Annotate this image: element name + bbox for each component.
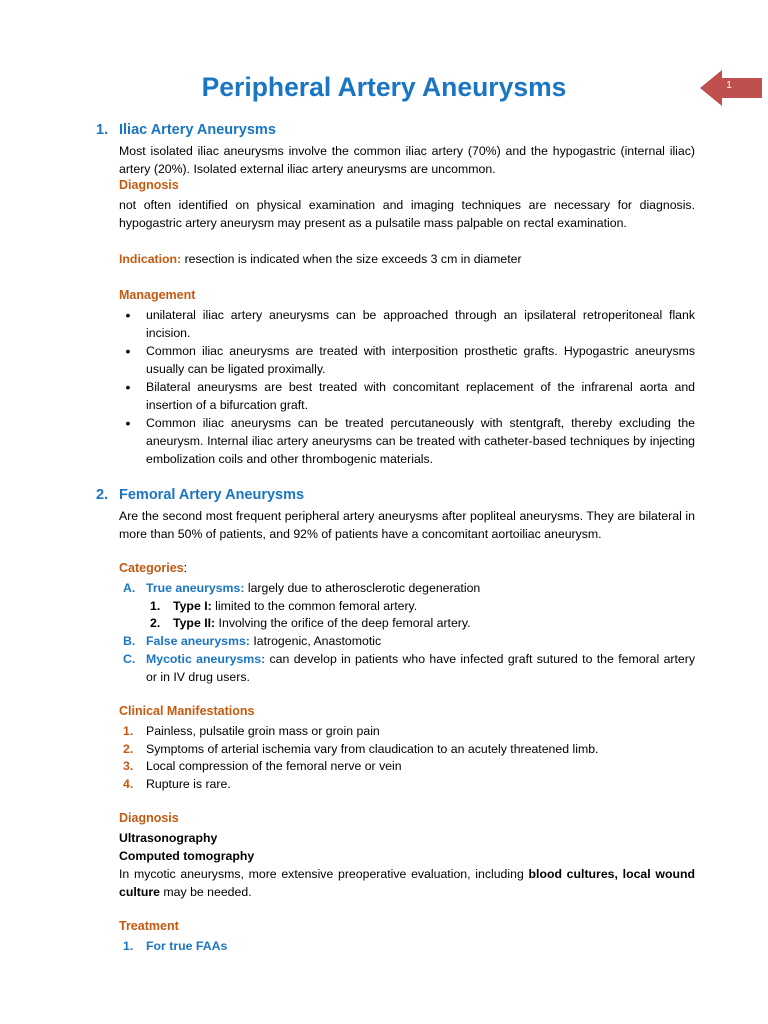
indication-text: resection is indicated when the size exceeds 3 cm in diameter	[181, 252, 522, 266]
list-item: 2. Symptoms of arterial ischemia vary from claudication to an acutely threatened limb.	[123, 742, 599, 756]
indication-line	[119, 250, 695, 268]
section-2-heading	[96, 487, 304, 503]
list-item: • unilateral iliac artery aneurysms can be approached through an ipsilateral retroperitoneal flank incision.	[119, 306, 695, 342]
clinical-manifestations-label: Clinical Manifestations	[119, 704, 255, 718]
list-item: 4. Rupture is rare.	[123, 777, 231, 791]
page-title: Peripheral Artery Aneurysms	[201, 72, 567, 102]
list-item: • Common iliac aneurysms can be treated percutaneously with stentgraft, thereby excluding the aneurysm. Internal iliac artery aneurysms can be treated with catheter-based techniques by injecting embolization coils and other thrombogenic materials.	[119, 414, 695, 468]
list-item: 1. Painless, pulsatile groin mass or groin pain	[123, 724, 380, 738]
bullet-icon: •	[125, 415, 131, 431]
page-number: 1	[726, 80, 732, 91]
indication-label: Indication:	[119, 252, 182, 266]
list-item: 3. Local compression of the femoral nerve or vein	[123, 759, 402, 773]
diagnosis-text: not often identified on physical examination and imaging techniques are necessary for diagnosis. hypogastric artery aneurysm may present as a pulsatile mass palpable on rectal examination.	[119, 198, 695, 230]
diagnosis-ct: Computed tomography	[119, 849, 255, 863]
bullet-icon: •	[125, 343, 131, 359]
section-title: Femoral Artery Aneurysms	[119, 487, 305, 503]
diagnosis-ultrasonography: Ultrasonography	[119, 831, 218, 845]
categories-label: Categories:	[119, 561, 188, 575]
category-a-type-1: 1. Type I: limited to the common femoral artery.	[150, 599, 418, 613]
diagnosis-mycotic-text: In mycotic aneurysms, more extensive preoperative evaluation, including blood cultures, local wound culture may be needed.	[119, 867, 695, 899]
treatment-item: 1. For true FAAs	[123, 939, 228, 953]
section-title: Iliac Artery Aneurysms	[119, 122, 276, 138]
section-number: 2.	[96, 487, 109, 503]
category-b: B. False aneurysms: Iatrogenic, Anastomotic	[123, 634, 382, 648]
section-number: 1.	[96, 122, 109, 138]
section-2-intro: Are the second most frequent peripheral artery aneurysms after popliteal aneurysms. They are bilateral in more than 50% of patients, and 92% of patients have a concomitant aortoiliac aneurysm.	[119, 509, 695, 541]
list-item: • Bilateral aneurysms are best treated with concomitant replacement of the infrarenal aorta and insertion of a bifurcation graft.	[119, 378, 695, 414]
diagnosis-label: Diagnosis	[119, 178, 179, 192]
management-label: Management	[119, 288, 196, 302]
page-number-badge	[700, 70, 762, 106]
section-1-heading	[96, 122, 276, 138]
category-a: A. True aneurysms: largely due to atherosclerotic degeneration	[123, 581, 481, 595]
category-c: C. Mycotic aneurysms: can develop in patients who have infected graft sutured to the femoral artery or in IV drug users.	[123, 652, 696, 684]
bullet-icon: •	[125, 307, 131, 323]
category-a-type-2: 2. Type II: Involving the orifice of the deep femoral artery.	[150, 616, 471, 630]
diagnosis-label: Diagnosis	[119, 811, 179, 825]
treatment-label: Treatment	[119, 919, 179, 933]
list-item: • Common iliac aneurysms are treated with interposition prosthetic grafts. Hypogastric aneurysms usually can be ligated proximally.	[119, 342, 695, 378]
section-1-intro: Most isolated iliac aneurysms involve the common iliac artery (70%) and the hypogastric (internal iliac) artery (20%). Isolated external iliac artery aneurysms are uncommon.	[119, 144, 695, 176]
bullet-icon: •	[125, 379, 131, 395]
